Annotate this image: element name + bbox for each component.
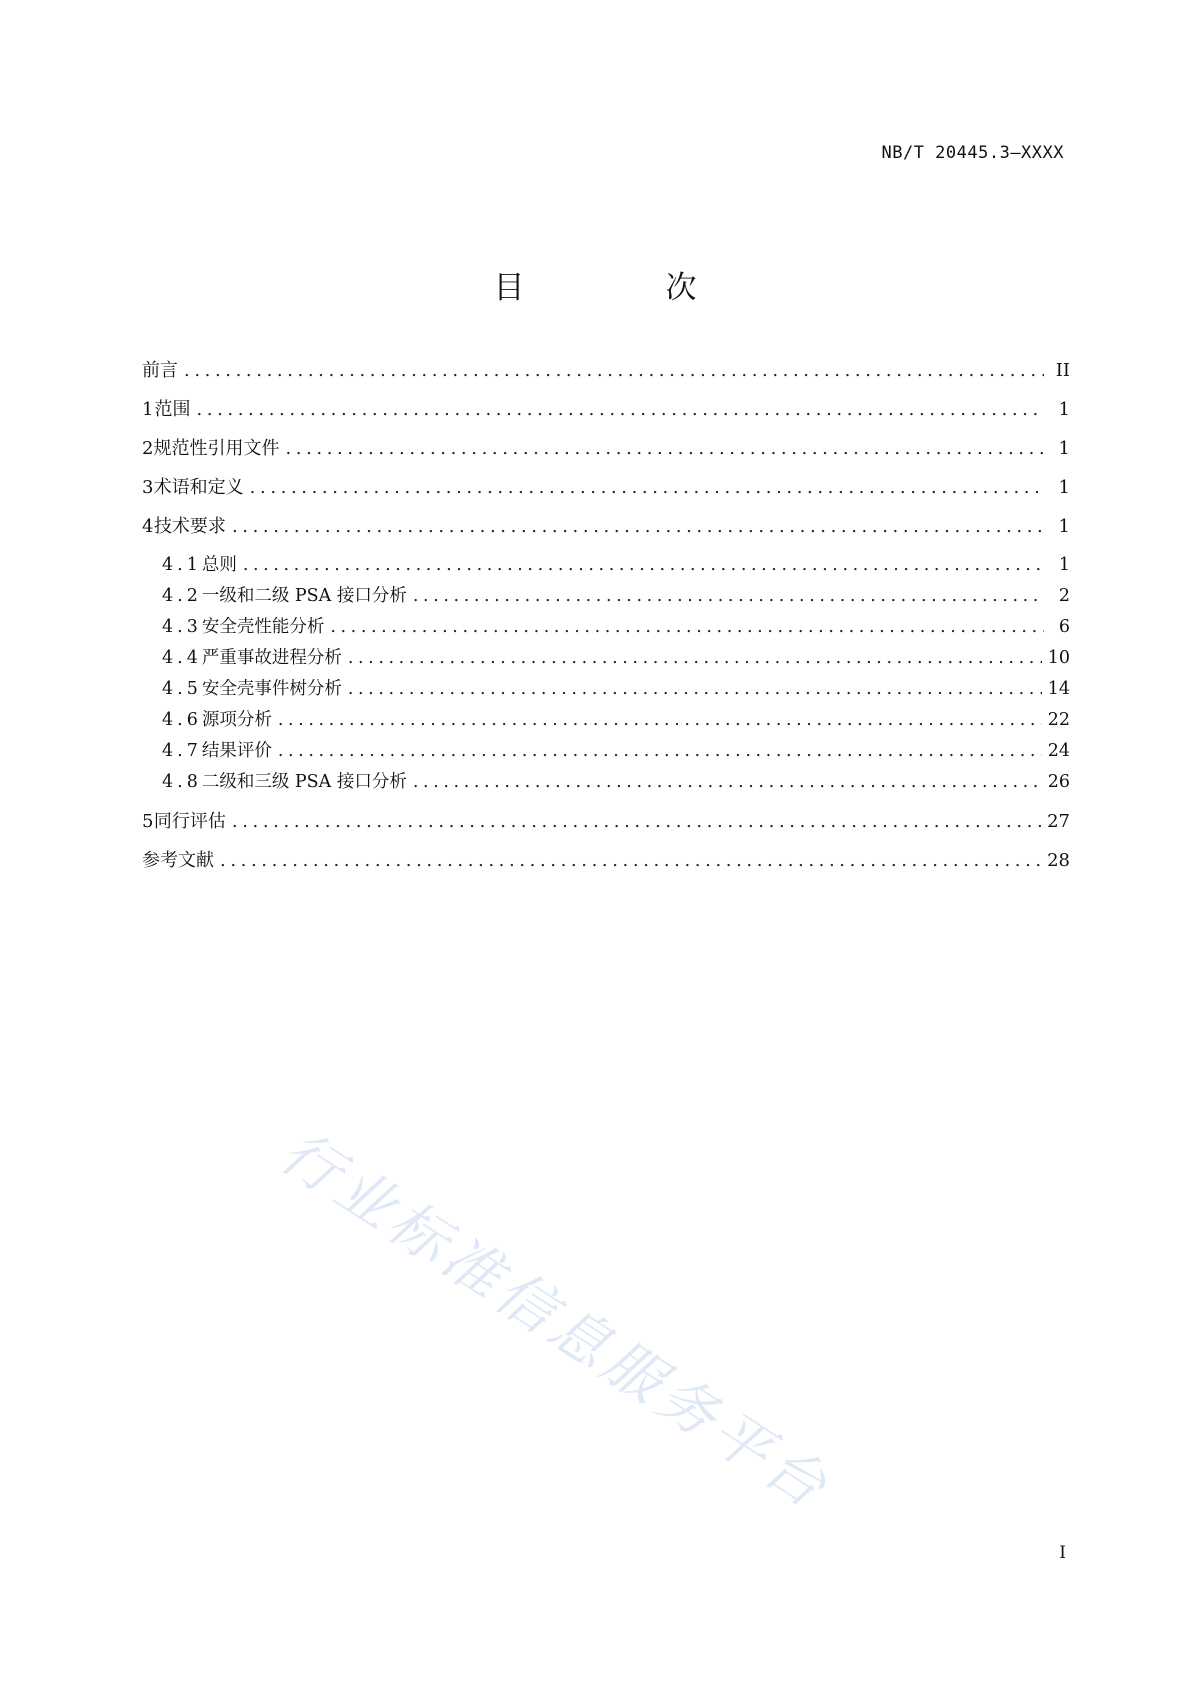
toc-entry-label: 安全壳性能分析: [201, 617, 325, 637]
toc-entry-label: 一级和二级 PSA 接口分析: [201, 586, 407, 606]
toc-leader-dots: [285, 438, 1044, 459]
toc-entry-label: 二级和三级 PSA 接口分析: [201, 772, 407, 792]
toc-entry-page: 10: [1047, 648, 1070, 668]
toc-entry-page: 27: [1047, 811, 1070, 832]
toc-entry-number: 3: [142, 477, 154, 498]
toc-entry-label: 源项分析: [201, 710, 272, 730]
toc-entry-number: 2: [142, 438, 154, 459]
toc-entry-page: 1: [1058, 555, 1070, 575]
toc-entry-label: 技术要求: [153, 516, 226, 537]
toc-leader-dots: [413, 586, 1044, 606]
toc-entry-label: 严重事故进程分析: [201, 648, 342, 668]
toc-entry-page: 26: [1047, 772, 1070, 792]
page-title: 目 次: [493, 270, 752, 306]
toc-leader-dots: [330, 617, 1044, 637]
toc-leader-dots: [250, 477, 1044, 498]
toc-entry-page: II: [1055, 360, 1070, 381]
toc-entry-label: 前言: [142, 360, 178, 381]
document-id: NB/T 20445.3—XXXX: [881, 143, 1064, 163]
toc-entry-label: 安全壳事件树分析: [201, 679, 342, 699]
toc-leader-dots: [220, 850, 1041, 871]
toc-entry[interactable]: [142, 473, 1070, 512]
toc-leader-dots: [184, 360, 1044, 381]
toc-entry-number: 4.1: [162, 555, 202, 575]
toc-entry-number: 4.5: [162, 679, 202, 699]
toc-subentry[interactable]: [142, 582, 1070, 613]
toc-entry-page: 1: [1058, 477, 1070, 498]
toc-entry-number: 5: [142, 811, 154, 832]
toc-subentry[interactable]: [142, 706, 1070, 737]
toc-entry-number: 4.2: [162, 586, 202, 606]
toc-entry-page: 2: [1058, 586, 1070, 606]
toc-leader-dots: [413, 772, 1042, 792]
toc-leader-dots: [278, 741, 1042, 761]
toc-entry-page: 28: [1047, 850, 1070, 871]
toc-leader-dots: [278, 710, 1042, 730]
toc-entry-page: 1: [1058, 438, 1070, 459]
toc-subentry[interactable]: [142, 737, 1070, 768]
toc-entry-page: 24: [1047, 741, 1070, 761]
toc-entry-number: 4.6: [162, 710, 202, 730]
toc-subentry[interactable]: [142, 675, 1070, 706]
toc-entry-label: 范围: [154, 399, 191, 420]
toc-entry[interactable]: [142, 434, 1070, 473]
table-of-contents: [142, 356, 1070, 885]
toc-entry-number: 4.3: [162, 617, 202, 637]
page-number: I: [1059, 1543, 1066, 1563]
toc-leader-dots: [348, 648, 1042, 668]
toc-entry[interactable]: [142, 807, 1070, 846]
toc-entry-page: 22: [1047, 710, 1070, 730]
toc-entry-label: 术语和定义: [153, 477, 244, 498]
toc-entry-page: 6: [1058, 617, 1070, 637]
toc-subentry[interactable]: [142, 768, 1070, 799]
toc-entry-label: 同行评估: [153, 811, 226, 832]
toc-entry-label: 总则: [201, 555, 237, 575]
toc-entry[interactable]: [142, 356, 1070, 395]
toc-entry[interactable]: [142, 846, 1070, 885]
toc-entry-number: 4.8: [162, 772, 202, 792]
watermark: 行业标准信息服务平台: [268, 1117, 843, 1524]
toc-leader-dots: [232, 811, 1041, 832]
toc-subentry[interactable]: [142, 644, 1070, 675]
toc-leader-dots: [348, 679, 1042, 699]
toc-entry-label: 规范性引用文件: [153, 438, 280, 459]
toc-leader-dots: [232, 516, 1044, 537]
toc-leader-dots: [243, 555, 1044, 575]
toc-entry-label: 参考文献: [142, 850, 214, 871]
toc-subentry[interactable]: [142, 613, 1070, 644]
toc-entry-label: 结果评价: [201, 741, 272, 761]
toc-entry-number: 4.4: [162, 648, 202, 668]
toc-subentry[interactable]: [142, 551, 1070, 582]
toc-entry-page: 1: [1058, 516, 1070, 537]
toc-entry-number: 4: [142, 516, 154, 537]
toc-entry-page: 1: [1058, 399, 1070, 420]
toc-entry[interactable]: [142, 512, 1070, 551]
toc-leader-dots: [196, 399, 1044, 420]
toc-entry-number: 1: [142, 399, 154, 420]
toc-entry-number: 4.7: [162, 741, 202, 761]
toc-entry[interactable]: [142, 395, 1070, 434]
toc-entry-page: 14: [1047, 679, 1070, 699]
